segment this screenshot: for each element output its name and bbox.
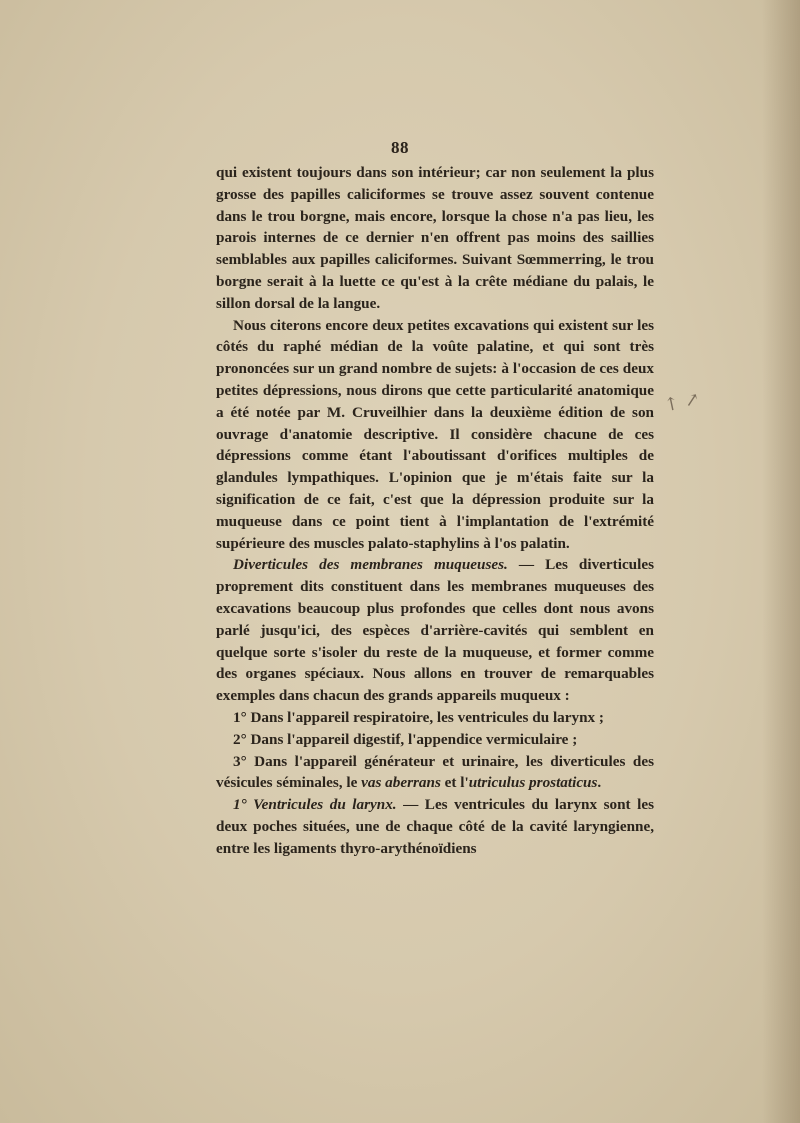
list-item-3-part-a: 3° Dans l'appareil générateur et urinaire, les diverticules des vésicules séminales, le <box>216 752 654 792</box>
term-utriculus-prostaticus: utriculus prostaticus <box>468 774 598 792</box>
list-item-1: 1° Dans l'appareil respiratoire, les ventricules du larynx ; <box>233 708 604 726</box>
paragraph-5 <box>216 794 654 859</box>
list-item-3-part-c: . <box>597 774 602 792</box>
list-item-2: 2° Dans l'appareil digestif, l'appendice vermiculaire ; <box>233 730 578 748</box>
list-item-3-part-b: et l' <box>440 774 469 792</box>
paragraph-5-body: — Les ventricules du larynx sont les deux poches situées, une de chaque côté de la cavité laryngienne, entre les ligaments thyro-arythénoïdiens <box>216 796 654 857</box>
paragraph-1: qui existent toujours dans son intérieur; car non seulement la plus grosse des papilles caliciformes se trouve assez souvent contenue dans le trou borgne, mais encore, lorsque la chose n'a pas lieu, les parois internes de ce dernier n'en offrent pas moins des saillies semblables aux papilles caliciformes. Suivant Sœmmerring, le trou borgne serait à la luette ce qu'est à la crête médiane du palais, le sillon dorsal de la langue. <box>216 164 654 312</box>
paragraph-3 <box>216 554 654 707</box>
handwritten-margin-note: ↑ ↗ <box>662 388 702 417</box>
term-vas-aberrans: vas aberrans <box>361 774 441 792</box>
section-title-diverticules: Diverticules des membranes muqueuses. <box>233 556 508 574</box>
paragraph-3-body: — Les diverticules proprement dits constituent dans les membranes muqueuses des excavations beaucoup plus profondes que celles dont nous avons parlé jusqu'ici, des espèces d'arrière-cavités qui semblent en quelque sorte s'isoler du reste de la muqueuse, et former comme des organes spéciaux. Nous allons en trouver de remarquables exemples dans chacun des grands appareils muqueux : <box>216 556 654 705</box>
page-edge-shadow <box>762 0 800 1123</box>
list-item-3 <box>216 751 654 795</box>
section-title-ventricules: 1° Ventricules du larynx. <box>233 796 397 814</box>
page-number: 88 <box>391 138 409 157</box>
body-text <box>216 162 654 860</box>
paragraph-2: Nous citerons encore deux petites excavations qui existent sur les côtés du raphé médian de la voûte palatine, et qui sont très prononcées sur un grand nombre de sujets: à l'occasion de ces deux petites dépressions, nous dirons que cette particularité anatomique a été notée par M. Cruveilhier dans la deuxième édition de son ouvrage d'anatomie descriptive. Il considère chacune de ces dépressions comme étant l'aboutissant d'orifices multiples de glandules lympathiques. L'opinion que je m'étais faite sur la signification de ce fait, c'est que la dépression produite sur la muqueuse dans ce point tient à l'implantation de l'extrémité supérieure des muscles palato-staphylins à l'os palatin. <box>216 316 654 552</box>
